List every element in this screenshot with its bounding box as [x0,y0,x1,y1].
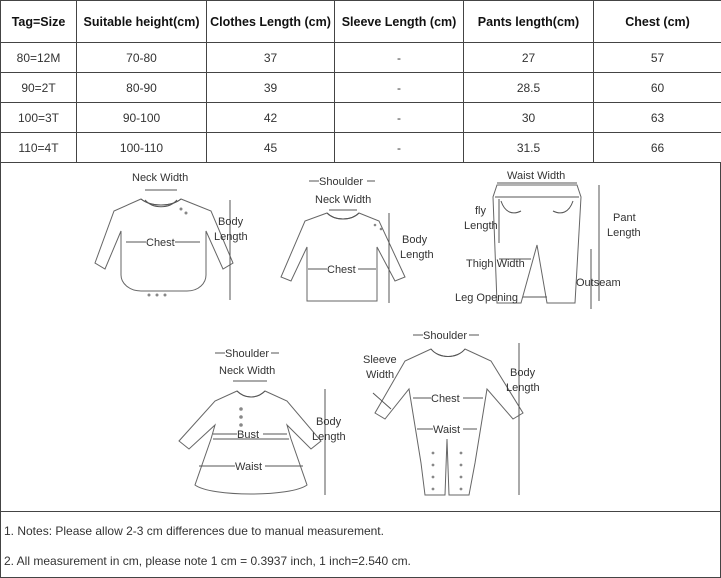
top-neck-width-label: Neck Width [315,194,372,206]
table-row [1,73,721,103]
table-cell: 31.5 [464,133,594,163]
table-cell: 110=4T [1,133,77,163]
table-row [1,133,721,163]
table-cell: 90=2T [1,73,77,103]
romper-illustration [375,349,523,495]
pants-outseam-label: Outseam [576,277,621,289]
pants-fly-label: fly [475,205,486,217]
pants-waist-width-label: Waist Width [507,170,566,182]
table-cell: 45 [207,133,335,163]
top-illustration [281,213,405,301]
top-chest-label: Chest [327,264,356,276]
table-cell: 39 [207,73,335,103]
table-cell: - [335,73,464,103]
pants-pant-length-label: Length [607,227,641,239]
romper-shoulder-label: Shoulder [423,330,468,342]
table-cell: 80-90 [77,73,207,103]
romper-sleeve-width-label: Width [366,369,395,381]
table-cell: 42 [207,103,335,133]
romper-chest-label: Chest [431,393,460,405]
header-suitable-height: Suitable height(cm) [77,1,207,43]
bodysuit-chest-label: Chest [146,237,175,249]
bodysuit-neck-width-label: Neck Width [132,172,189,184]
dress-waist-label: Waist [235,461,263,473]
table-cell: 66 [594,133,721,163]
table-cell: 70-80 [77,43,207,73]
romper-sleeve-label: Sleeve [363,354,397,366]
pants-thigh-width-label: Thigh Width [466,258,525,270]
table-cell: 60 [594,73,721,103]
notes-section [0,511,721,578]
table-cell: 100=3T [1,103,77,133]
header-clothes-length: Clothes Length (cm) [207,1,335,43]
pants-leg-opening-label: Leg Opening [455,292,518,304]
table-cell: - [335,133,464,163]
table-cell: 63 [594,103,721,133]
table-cell: 100-110 [77,133,207,163]
bodysuit-body-label: Body [218,216,244,228]
dress-shoulder-label: Shoulder [225,348,270,360]
header-tag-size: Tag=Size [1,1,77,43]
dress-neck-width-label: Neck Width [219,365,276,377]
measurement-diagram-svg [1,163,720,511]
pants-pant-label: Pant [613,212,636,224]
table-cell: - [335,43,464,73]
table-cell: 57 [594,43,721,73]
dress-illustration [179,391,321,494]
table-cell: 27 [464,43,594,73]
measurement-diagram [0,163,721,512]
table-cell: 90-100 [77,103,207,133]
bodysuit-length-label: Length [214,231,248,243]
note-1: 1. Notes: Please allow 2-3 cm differences due to manual measurement. [4,524,384,538]
header-pants-length: Pants length(cm) [464,1,594,43]
table-cell: 28.5 [464,73,594,103]
note-2: 2. All measurement in cm, please note 1 cm = 0.3937 inch, 1 inch=2.540 cm. [4,554,411,568]
top-body-label: Body [402,234,428,246]
header-sleeve-length: Sleeve Length (cm) [335,1,464,43]
pants-illustration [493,185,581,303]
romper-waist-label: Waist [433,424,461,436]
dress-body-label: Body [316,416,342,428]
header-chest: Chest (cm) [594,1,721,43]
pants-fly-length-label: Length [464,220,498,232]
romper-body-label: Body [510,367,536,379]
top-length-label: Length [400,249,434,261]
table-row [1,103,721,133]
dress-bust-label: Bust [237,429,260,441]
table-cell: 37 [207,43,335,73]
table-cell: 80=12M [1,43,77,73]
dress-length-label: Length [312,431,346,443]
table-header-row [1,1,721,43]
table-row [1,43,721,73]
romper-length-label: Length [506,382,540,394]
table-cell: - [335,103,464,133]
top-shoulder-label: Shoulder [319,176,364,188]
size-table [0,0,721,163]
table-cell: 30 [464,103,594,133]
